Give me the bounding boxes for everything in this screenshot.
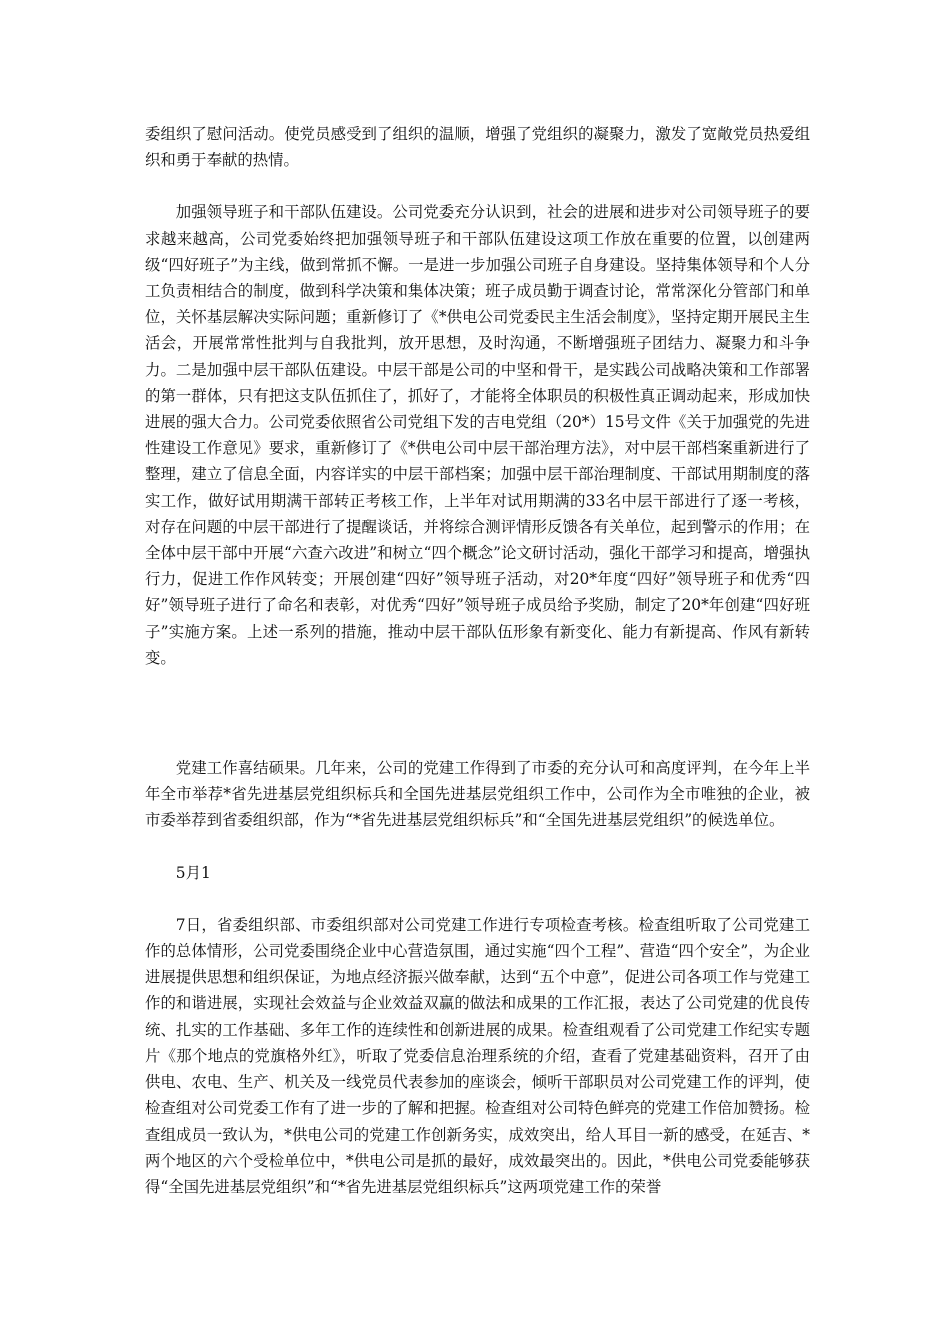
paragraph-leadership-building: 加强领导班子和干部队伍建设。公司党委充分认识到，社会的进展和进步对公司领导班子的要求越来越高，公司党委始终把加强领导班子和干部队伍建设这项工作放在重要的位置，以创建两级“四好班子”为主线，做到常抓不懈。一是进一步加强公司班子自身建设。坚持集体领导和个人分工负责相结合的制度，做到科学决策和集体决策；班子成员勤于调查讨论，常常深化分管部门和单位，关怀基层解决实际问题；重新修订了《*供电公司党委民主生活会制度》，坚持定期开展民主生活会，开展常常性批判与自我批判，放开思想，及时沟通，不断增强班子团结力、凝聚力和斗争力。二是加强中层干部队伍建设。中层干部是公司的中坚和骨干，是实践公司战略决策和工作部署的第一群体，只有把这支队伍抓住了，抓好了，才能将全体职员的积极性真正调动起来，形成加快进展的强大合力。公司党委依照省公司党组下发的吉电党组（20*）15号文件《关于加强党的先进性建设工作意见》要求，重新修订了《*供电公司中层干部治理方法》，对中层干部档案重新进行了整理，建立了信息全面，内容详实的中层干部档案；加强中层干部治理制度、干部试用期制度的落实工作，做好试用期满干部转正考核工作，上半年对试用期满的33名中层干部进行了逐一考核，对存在问题的中层干部进行了提醒谈话，并将综合测评情形反馈各有关单位，起到警示的作用；在全体中层干部中开展“六查六改进”和树立“四个概念”论文研讨活动，强化干部学习和提高，增强执行力，促进工作作风转变；开展创建“四好”领导班子活动，对20*年度“四好”领导班子和优秀“四好”领导班子进行了命名和表彰，对优秀“四好”领导班子成员给予奖励，制定了20*年创建“四好班子”实施方案。上述一系列的措施，推动中层干部队伍形象有新变化、能力有新提高、作风有新转变。: [145, 203, 810, 667]
paragraph-continuation: 委组织了慰问活动。使党员感受到了组织的温顺，增强了党组织的凝聚力，激发了宽敞党员热爱组织和勇于奉献的热情。: [145, 125, 810, 170]
document-body: [145, 121, 810, 1200]
paragraph-date-fragment: 5月1: [175, 863, 211, 882]
paragraph-party-achievements: 党建工作喜结硕果。几年来，公司的党建工作得到了市委的充分认可和高度评判，在今年上半年全市举荐*省先进基层党组织标兵和全国先进基层党组织工作中，公司作为全市唯独的企业，被市委举荐到省委组织部，作为“*省先进基层党组织标兵”和“全国先进基层党组织”的候选单位。: [145, 759, 810, 830]
paragraph-spacer: [145, 886, 810, 912]
paragraph-spacer: [145, 834, 810, 860]
paragraph-spacer: [145, 173, 810, 199]
paragraph-inspection: 7日，省委组织部、市委组织部对公司党建工作进行专项检查考核。检查组听取了公司党建工作的总体情形，公司党委围绕企业中心营造氛围，通过实施“四个工程”、营造“四个安全”，为企业进展提供思想和组织保证，为地点经济振兴做奉献，达到“五个中意”，促进公司各项工作与党建工作的和谐进展，实现社会效益与企业效益双赢的做法和成果的工作汇报，表达了公司党建的优良传统、扎实的工作基础、多年工作的连续性和创新进展的成果。检查组观看了公司党建工作纪实专题片《那个地点的党旗格外红》，听取了党委信息治理系统的介绍，查看了党建基础资料，召开了由供电、农电、生产、机关及一线党员代表参加的座谈会，倾听干部职员对公司党建工作的评判，使检查组对公司党委工作有了进一步的了解和把握。检查组对公司特色鲜亮的党建工作倍加赞扬。检查组成员一致认为，*供电公司的党建工作创新务实，成效突出，给人耳目一新的感受，在延吉、*两个地区的六个受检单位中，*供电公司是抓的最好，成效最突出的。因此，*供电公司党委能够获得“全国先进基层党组织”和“*省先进基层党组织标兵”这两项党建工作的荣誉: [145, 915, 810, 1196]
paragraph-spacer: [145, 671, 810, 755]
